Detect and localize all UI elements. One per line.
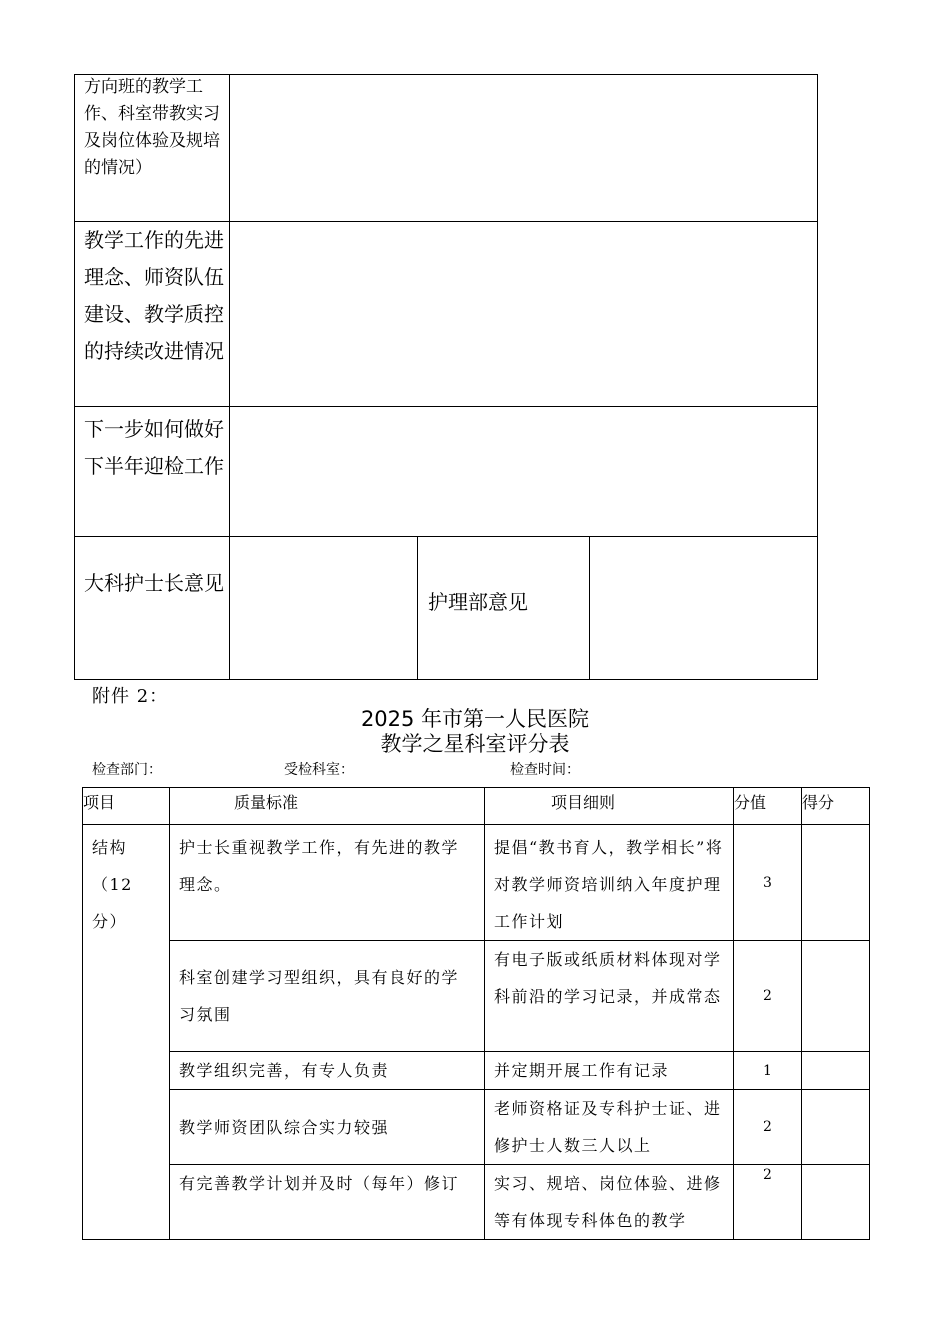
meta-inspection-dept: 检查部门： [92, 762, 162, 778]
row-label-nursing-dept-opinion: 护理部意见 [428, 590, 528, 614]
row-label-concept: 教学工作的先进理念、师资队伍建设、教学质控的持续改进情况 [84, 228, 224, 363]
header-score: 分值 [734, 788, 802, 825]
table-border-bottom [74, 679, 818, 680]
score-value: 2 [763, 1119, 772, 1135]
upper-table [74, 74, 818, 680]
column-divider [589, 536, 590, 680]
table-row [83, 825, 870, 941]
meta-inspection-time: 检查时间： [510, 762, 580, 778]
row-divider [74, 406, 818, 407]
table-border-left [74, 74, 75, 680]
got-cell[interactable] [802, 941, 870, 1052]
got-cell[interactable] [802, 1165, 870, 1240]
got-cell[interactable] [802, 825, 870, 941]
column-divider [229, 74, 230, 680]
standard-cell: 科室创建学习型组织，具有良好的学习氛围 [179, 968, 460, 1024]
category-cell [83, 825, 170, 1240]
detail-cell: 有电子版或纸质材料体现对学科前沿的学习记录，并成常态 [494, 950, 722, 1006]
detail-cell: 提倡“教书育人，教学相长”将对教学师资培训纳入年度护理工作计划 [494, 838, 724, 931]
table-row [83, 1052, 870, 1090]
column-divider [417, 536, 418, 680]
page-title-line1: 2025 年市第一人民医院 [360, 707, 590, 731]
page-title-line2: 教学之星科室评分表 [380, 732, 570, 756]
standard-cell: 有完善教学计划并及时（每年）修订 [179, 1174, 460, 1193]
annex-label: 附件 2： [92, 686, 169, 707]
header-detail: 项目细则 [485, 788, 734, 825]
detail-cell: 并定期开展工作有记录 [494, 1061, 670, 1080]
header-standard: 质量标准 [170, 788, 485, 825]
row-label-training: 方向班的教学工作、科室带教实习及岗位体验及规培的情况） [84, 77, 220, 178]
standard-cell: 教学师资团队综合实力较强 [179, 1117, 390, 1137]
score-value: 3 [763, 874, 772, 891]
table-header-row [83, 788, 870, 825]
table-row [83, 941, 870, 1052]
score-table [82, 787, 870, 1240]
meta-inspected-dept: 受检科室： [284, 762, 354, 778]
table-row [83, 1165, 870, 1240]
standard-cell: 护士长重视教学工作，有先进的教学理念。 [179, 838, 460, 894]
got-cell[interactable] [802, 1090, 870, 1165]
standard-cell: 教学组织完善，有专人负责 [179, 1061, 390, 1080]
detail-cell: 老师资格证及专科护士证、进修护士人数三人以上 [494, 1099, 722, 1155]
header-item: 项目 [83, 788, 170, 825]
table-border-right [817, 74, 818, 680]
row-label-next-step: 下一步如何做好下半年迎检工作 [84, 417, 224, 478]
row-divider [74, 536, 818, 537]
score-value: 1 [763, 1062, 772, 1079]
header-got: 得分 [802, 788, 870, 825]
table-row [83, 1090, 870, 1165]
score-value: 2 [763, 1167, 772, 1183]
row-label-head-nurse-opinion: 大科护士长意见 [84, 571, 224, 595]
got-cell[interactable] [802, 1052, 870, 1090]
detail-cell: 实习、规培、岗位体验、进修等有体现专科体色的教学 [494, 1174, 722, 1230]
score-value: 2 [763, 988, 772, 1004]
category-label: 结构（12分） [92, 838, 133, 931]
